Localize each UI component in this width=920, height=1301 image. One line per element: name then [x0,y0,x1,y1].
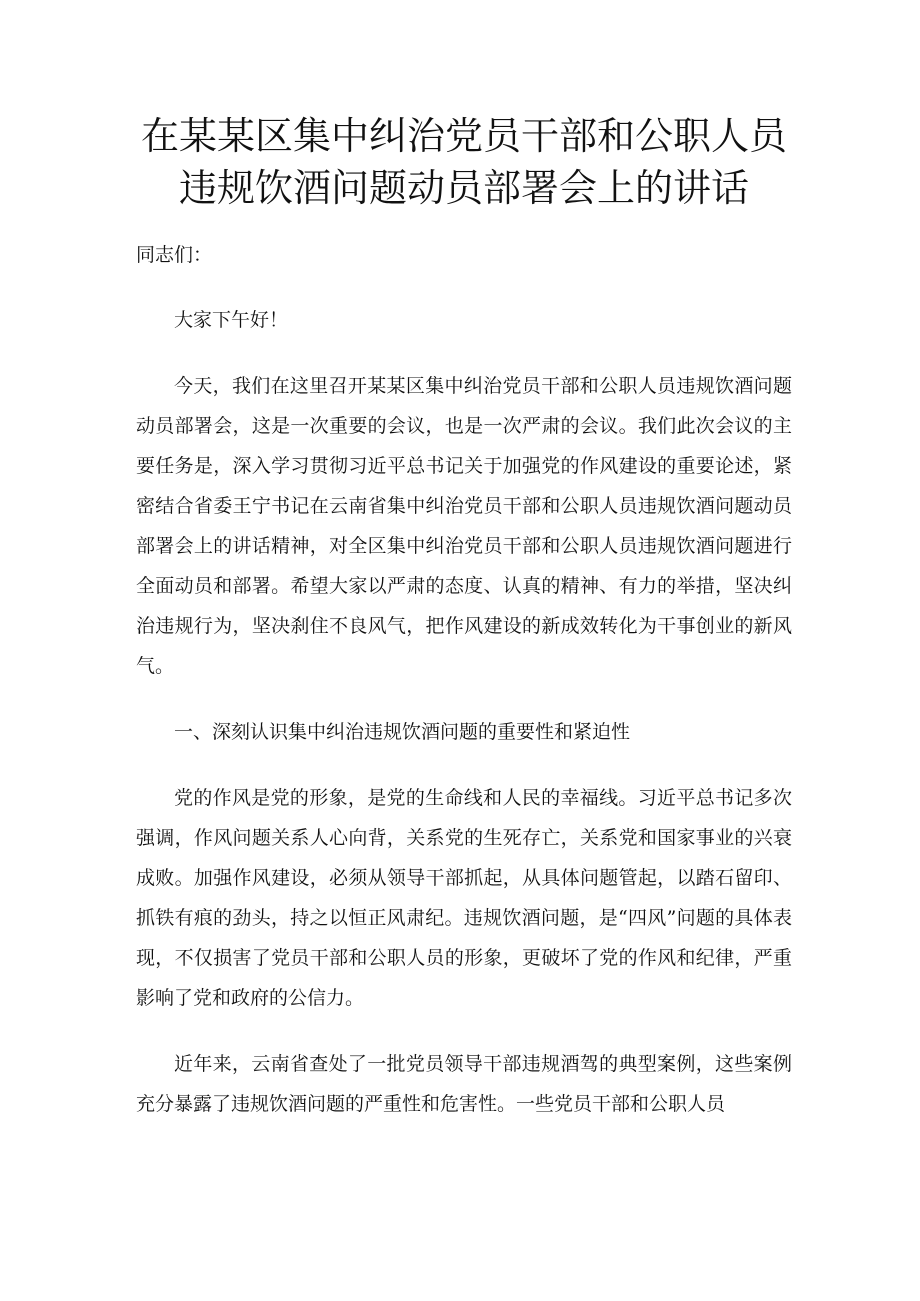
title-line-2: 违规饮酒问题动员部署会上的讲话 [178,166,749,210]
document-title [136,110,792,214]
intro-paragraph: 今天，我们在这里召开某某区集中纠治党员干部和公职人员违规饮酒问题动员部署会，这是一次重要的会议，也是一次严肃的会议。我们此次会议的主要任务是，深入学习贯彻习近平总书记关于加强党的作风建设的重要论述，紧密结合省委王宁书记在云南省集中纠治党员干部和公职人员违规饮酒问题动员部署会上的讲话精神，对全区集中纠治党员干部和公职人员违规饮酒问题进行全面动员和部署。希望大家以严肃的态度、认真的精神、有力的举措，坚决纠治违规行为，坚决刹住不良风气，把作风建设的新成效转化为干事创业的新风气。 [136,375,792,677]
salutation: 同志们： [136,244,213,266]
body-paragraph: 党的作风是党的形象，是党的生命线和人民的幸福线。习近平总书记多次强调，作风问题关系人心向背，关系党的生死存亡，关系党和国家事业的兴衰成败。加强作风建设，必须从领导干部抓起，从具体问题管起，以踏石留印、抓铁有痕的劲头，持之以恒正风肃纪。违规饮酒问题，是“四风”问题的具体表现，不仅损害了党员干部和公职人员的形象，更破坏了党的作风和纪律，严重影响了党和政府的公信力。 [136,787,792,1009]
title-line-1: 在某某区集中纠治党员干部和公职人员 [140,114,787,158]
section-heading-1: 一、深刻认识集中纠治违规饮酒问题的重要性和紧迫性 [174,721,631,743]
body-paragraph: 近年来，云南省查处了一批党员领导干部违规酒驾的典型案例，这些案例充分暴露了违规饮酒问题的严重性和危害性。一些党员干部和公职人员 [136,1053,792,1115]
greeting-paragraph: 大家下午好！ [174,309,289,331]
